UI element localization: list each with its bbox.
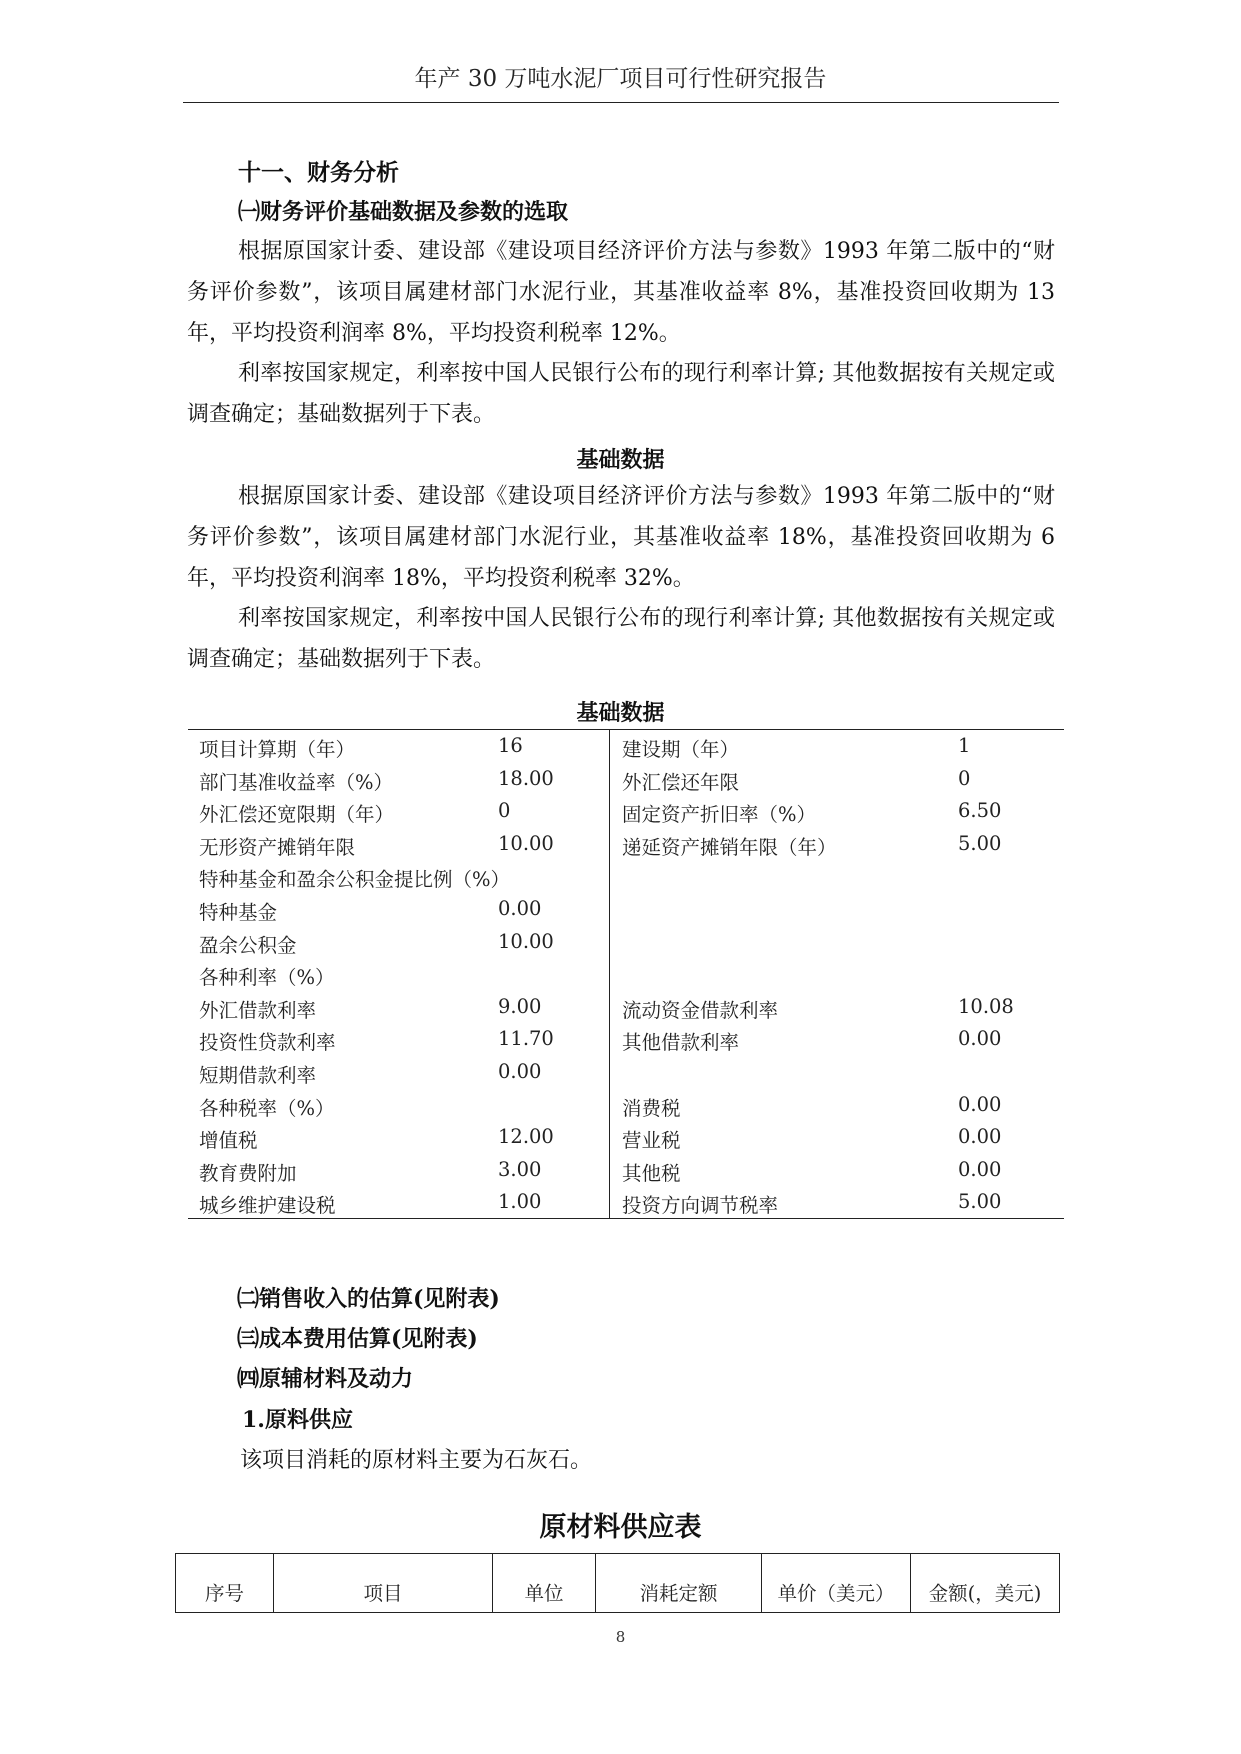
cell-value-right: 0.00 — [958, 1092, 1002, 1116]
cell-value-right: 0 — [958, 766, 971, 790]
cell-label-left: 无形资产摊销年限 — [199, 835, 356, 859]
cell-value-right: 5.00 — [958, 831, 1002, 855]
cell-value-right: 5.00 — [958, 1190, 1002, 1214]
subsection-title-3: ㈢成本费用估算(见附表) — [237, 1326, 478, 1352]
cell-label-right: 消费税 — [622, 1096, 681, 1120]
cell-label-right: 营业税 — [622, 1129, 681, 1153]
cell-label-right: 其他借款利率 — [622, 1031, 740, 1055]
header-consumption-quota: 消耗定额 — [596, 1554, 762, 1613]
table-row — [188, 762, 1064, 794]
table-row — [188, 925, 1064, 957]
page-number: 8 — [615, 1628, 626, 1646]
subsection-title-4: ㈣原辅材料及动力 — [237, 1366, 414, 1392]
header-seq: 序号 — [176, 1554, 274, 1613]
subsection-title-4-1: 1.原料供应 — [242, 1407, 353, 1433]
cell-value-left: 10.00 — [498, 831, 554, 855]
cell-value-right: 0.00 — [958, 1157, 1002, 1181]
cell-label-left: 教育费附加 — [199, 1161, 297, 1185]
header-item: 项目 — [274, 1554, 493, 1613]
cell-label-left: 特种基金和盈余公积金提比例（%） — [199, 868, 511, 892]
cell-label-left: 项目计算期（年） — [199, 738, 356, 761]
header-unit: 单位 — [493, 1554, 596, 1613]
paragraph-2: 利率按国家规定，利率按中国人民银行公布的现行利率计算; 其他数据按有关规定或调查确定；基础数据列于下表。 — [187, 361, 1055, 427]
table-row — [188, 1022, 1064, 1054]
table-row — [188, 957, 1064, 989]
cell-value-left: 9.00 — [498, 994, 542, 1018]
cell-value-right: 0.00 — [958, 1125, 1002, 1149]
cell-label-left: 短期借款利率 — [199, 1064, 317, 1087]
cell-label-left: 特种基金 — [199, 901, 278, 924]
cell-label-left: 城乡维护建设税 — [199, 1194, 336, 1218]
table-row — [188, 729, 1064, 761]
header-unit-price: 单价（美元） — [762, 1554, 911, 1613]
cell-value-left: 10.00 — [498, 929, 554, 953]
cell-label-right: 固定资产折旧率（%） — [622, 803, 817, 827]
table-row — [188, 1120, 1064, 1152]
cell-value-left: 12.00 — [498, 1125, 554, 1149]
cell-value-left: 3.00 — [498, 1157, 542, 1181]
cell-value-right: 6.50 — [958, 799, 1002, 823]
table-row — [188, 859, 1064, 891]
table-row — [188, 1088, 1064, 1120]
table-row — [188, 827, 1064, 859]
table-bottom-rule — [188, 1218, 1064, 1219]
subsection-title-1: ㈠财务评价基础数据及参数的选取 — [238, 199, 569, 225]
cell-label-right: 外汇偿还年限 — [622, 770, 740, 794]
cell-label-left: 投资性贷款利率 — [199, 1031, 336, 1055]
caption-basic-data-2: 基础数据 — [576, 700, 665, 726]
paragraph-4: 利率按国家规定，利率按中国人民银行公布的现行利率计算; 其他数据按有关规定或调查确定；基础数据列于下表。 — [187, 606, 1055, 672]
header-rule — [183, 102, 1059, 103]
table-row — [188, 1153, 1064, 1185]
cell-label-right: 流动资金借款利率 — [622, 998, 779, 1022]
cell-value-left: 16 — [498, 734, 523, 757]
table-row — [188, 892, 1064, 924]
cell-value-left: 18.00 — [498, 766, 554, 790]
paragraph-1: 根据原国家计委、建设部《建设项目经济评价方法与参数》1993 年第二版中的“财务评价参数”，该项目属建材部门水泥行业，其基准收益率 8%，基准投资回收期为 13 年，平均投资利润率 8%，平均投资利税率 12%。 — [187, 239, 1055, 346]
cell-label-right: 其他税 — [622, 1161, 681, 1185]
cell-label-right: 建设期（年） — [622, 738, 740, 761]
table-row — [188, 990, 1064, 1022]
cell-label-left: 各种税率（%） — [199, 1096, 335, 1120]
cell-label-left: 外汇偿还宽限期（年） — [199, 803, 395, 827]
table-row — [188, 1185, 1064, 1217]
cell-value-left: 0.00 — [498, 897, 542, 920]
cell-value-left: 0 — [498, 799, 511, 823]
cell-value-left: 0.00 — [498, 1060, 542, 1083]
caption-basic-data-1: 基础数据 — [576, 447, 665, 473]
cell-value-left: 11.70 — [498, 1027, 554, 1051]
raw-material-table-title: 原材料供应表 — [539, 1512, 702, 1543]
cell-label-left: 各种利率（%） — [199, 966, 335, 990]
raw-material-table-header — [176, 1554, 1060, 1613]
table-row — [188, 1055, 1064, 1087]
cell-value-left: 1.00 — [498, 1190, 542, 1214]
section-title: 十一、财务分析 — [238, 159, 399, 186]
cell-label-left: 外汇借款利率 — [199, 998, 317, 1022]
page-header-title: 年产 30 万吨水泥厂项目可行性研究报告 — [414, 66, 827, 92]
cell-label-left: 部门基准收益率（%） — [199, 770, 394, 794]
cell-value-right: 10.08 — [958, 994, 1014, 1018]
cell-label-left: 增值税 — [199, 1129, 258, 1153]
raw-material-text: 该项目消耗的原材料主要为石灰石。 — [240, 1448, 593, 1473]
paragraph-3: 根据原国家计委、建设部《建设项目经济评价方法与参数》1993 年第二版中的“财务评价参数”，该项目属建材部门水泥行业，其基准收益率 18%，基准投资回收期为 6 年，平均投资利润率 18%，平均投资利税率 32%。 — [187, 484, 1055, 591]
cell-label-right: 投资方向调节税率 — [622, 1194, 779, 1218]
cell-label-left: 盈余公积金 — [199, 933, 297, 957]
cell-value-right: 0.00 — [958, 1027, 1002, 1051]
subsection-title-2: ㈡销售收入的估算(见附表) — [237, 1286, 500, 1312]
raw-material-table — [175, 1553, 1060, 1613]
table-row — [188, 794, 1064, 826]
header-amount: 金额(，美元) — [911, 1554, 1060, 1613]
cell-label-right: 递延资产摊销年限（年） — [622, 835, 837, 859]
cell-value-right: 1 — [958, 734, 971, 757]
